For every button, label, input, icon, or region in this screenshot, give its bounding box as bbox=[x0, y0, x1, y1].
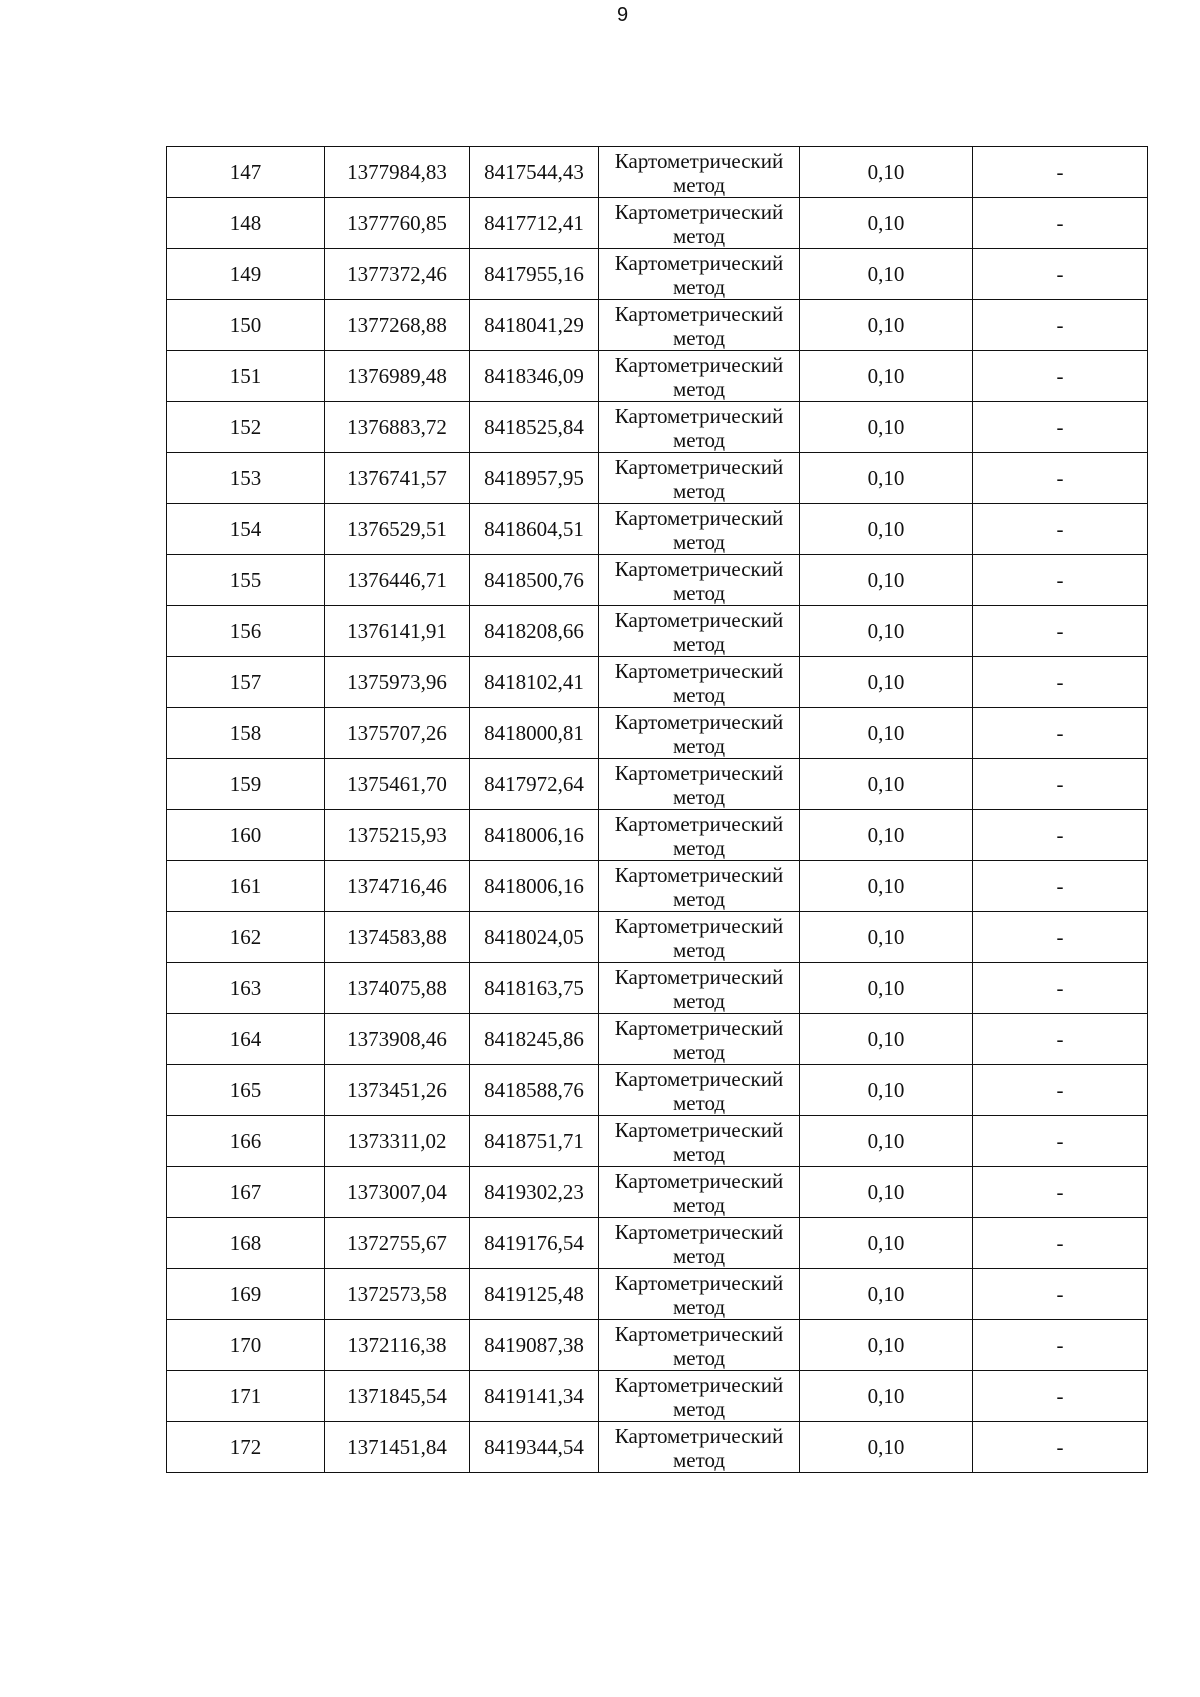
method-line-2: метод bbox=[672, 734, 726, 758]
note-cell: - bbox=[973, 657, 1148, 708]
x-coordinate-cell: 1374583,88 bbox=[325, 912, 470, 963]
accuracy-cell: 0,10 bbox=[800, 402, 973, 453]
method-cell bbox=[599, 453, 800, 504]
accuracy-cell: 0,10 bbox=[800, 1320, 973, 1371]
point-number-cell: 156 bbox=[167, 606, 325, 657]
method-line-1: Картометрический bbox=[614, 965, 784, 989]
method-line-2: метод bbox=[672, 581, 726, 605]
method-line-1: Картометрический bbox=[614, 1322, 784, 1346]
method-cell bbox=[599, 963, 800, 1014]
method-line-2: метод bbox=[672, 938, 726, 962]
table-row bbox=[167, 198, 1148, 249]
accuracy-cell: 0,10 bbox=[800, 810, 973, 861]
y-coordinate-cell: 8418346,09 bbox=[470, 351, 599, 402]
point-number-cell: 170 bbox=[167, 1320, 325, 1371]
method-line-2: метод bbox=[672, 377, 726, 401]
method-line-2: метод bbox=[672, 224, 726, 248]
x-coordinate-cell: 1372755,67 bbox=[325, 1218, 470, 1269]
accuracy-cell: 0,10 bbox=[800, 453, 973, 504]
method-line-2: метод bbox=[672, 326, 726, 350]
method-line-1: Картометрический bbox=[614, 1016, 784, 1040]
method-cell bbox=[599, 912, 800, 963]
method-line-1: Картометрический bbox=[614, 302, 784, 326]
x-coordinate-cell: 1377984,83 bbox=[325, 147, 470, 198]
accuracy-cell: 0,10 bbox=[800, 963, 973, 1014]
accuracy-cell: 0,10 bbox=[800, 555, 973, 606]
accuracy-cell: 0,10 bbox=[800, 861, 973, 912]
method-line-1: Картометрический bbox=[614, 251, 784, 275]
point-number-cell: 160 bbox=[167, 810, 325, 861]
x-coordinate-cell: 1377760,85 bbox=[325, 198, 470, 249]
method-line-1: Картометрический bbox=[614, 1118, 784, 1142]
accuracy-cell: 0,10 bbox=[800, 351, 973, 402]
table-row bbox=[167, 555, 1148, 606]
table-row bbox=[167, 300, 1148, 351]
method-cell bbox=[599, 1218, 800, 1269]
method-cell bbox=[599, 300, 800, 351]
x-coordinate-cell: 1372116,38 bbox=[325, 1320, 470, 1371]
method-line-2: метод bbox=[672, 836, 726, 860]
method-cell bbox=[599, 504, 800, 555]
table-row bbox=[167, 861, 1148, 912]
method-line-2: метод bbox=[672, 632, 726, 656]
note-cell: - bbox=[973, 1218, 1148, 1269]
point-number-cell: 154 bbox=[167, 504, 325, 555]
note-cell: - bbox=[973, 300, 1148, 351]
page-number: 9 bbox=[616, 4, 629, 26]
x-coordinate-cell: 1375973,96 bbox=[325, 657, 470, 708]
table-row bbox=[167, 1269, 1148, 1320]
x-coordinate-cell: 1375215,93 bbox=[325, 810, 470, 861]
table-row bbox=[167, 912, 1148, 963]
point-number-cell: 152 bbox=[167, 402, 325, 453]
y-coordinate-cell: 8418957,95 bbox=[470, 453, 599, 504]
method-line-1: Картометрический bbox=[614, 659, 784, 683]
x-coordinate-cell: 1371845,54 bbox=[325, 1371, 470, 1422]
note-cell: - bbox=[973, 1371, 1148, 1422]
method-cell bbox=[599, 555, 800, 606]
method-line-2: метод bbox=[672, 989, 726, 1013]
method-line-1: Картометрический bbox=[614, 404, 784, 428]
method-line-1: Картометрический bbox=[614, 761, 784, 785]
accuracy-cell: 0,10 bbox=[800, 1167, 973, 1218]
table-row bbox=[167, 1218, 1148, 1269]
method-line-2: метод bbox=[672, 1295, 726, 1319]
table-row bbox=[167, 351, 1148, 402]
x-coordinate-cell: 1375707,26 bbox=[325, 708, 470, 759]
table-row bbox=[167, 810, 1148, 861]
point-number-cell: 158 bbox=[167, 708, 325, 759]
accuracy-cell: 0,10 bbox=[800, 1065, 973, 1116]
method-line-2: метод bbox=[672, 1142, 726, 1166]
y-coordinate-cell: 8418604,51 bbox=[470, 504, 599, 555]
method-line-1: Картометрический bbox=[614, 1169, 784, 1193]
point-number-cell: 171 bbox=[167, 1371, 325, 1422]
point-number-cell: 155 bbox=[167, 555, 325, 606]
table-row bbox=[167, 1371, 1148, 1422]
method-line-1: Картометрический bbox=[614, 149, 784, 173]
method-cell bbox=[599, 1116, 800, 1167]
note-cell: - bbox=[973, 249, 1148, 300]
point-number-cell: 167 bbox=[167, 1167, 325, 1218]
x-coordinate-cell: 1372573,58 bbox=[325, 1269, 470, 1320]
coordinates-table bbox=[166, 146, 1148, 1473]
method-line-2: метод bbox=[672, 173, 726, 197]
point-number-cell: 172 bbox=[167, 1422, 325, 1473]
method-cell bbox=[599, 1269, 800, 1320]
note-cell: - bbox=[973, 1065, 1148, 1116]
accuracy-cell: 0,10 bbox=[800, 1422, 973, 1473]
y-coordinate-cell: 8418751,71 bbox=[470, 1116, 599, 1167]
point-number-cell: 159 bbox=[167, 759, 325, 810]
method-line-1: Картометрический bbox=[614, 608, 784, 632]
y-coordinate-cell: 8418245,86 bbox=[470, 1014, 599, 1065]
note-cell: - bbox=[973, 606, 1148, 657]
y-coordinate-cell: 8419344,54 bbox=[470, 1422, 599, 1473]
method-line-2: метод bbox=[672, 1448, 726, 1472]
x-coordinate-cell: 1373311,02 bbox=[325, 1116, 470, 1167]
method-line-1: Картометрический bbox=[614, 353, 784, 377]
point-number-cell: 164 bbox=[167, 1014, 325, 1065]
note-cell: - bbox=[973, 1269, 1148, 1320]
x-coordinate-cell: 1375461,70 bbox=[325, 759, 470, 810]
method-cell bbox=[599, 402, 800, 453]
point-number-cell: 147 bbox=[167, 147, 325, 198]
method-line-2: метод bbox=[672, 1193, 726, 1217]
x-coordinate-cell: 1374075,88 bbox=[325, 963, 470, 1014]
point-number-cell: 157 bbox=[167, 657, 325, 708]
method-line-2: метод bbox=[672, 1040, 726, 1064]
table-row bbox=[167, 1014, 1148, 1065]
table-row bbox=[167, 606, 1148, 657]
method-line-1: Картометрический bbox=[614, 506, 784, 530]
point-number-cell: 153 bbox=[167, 453, 325, 504]
table-row bbox=[167, 1320, 1148, 1371]
accuracy-cell: 0,10 bbox=[800, 708, 973, 759]
note-cell: - bbox=[973, 198, 1148, 249]
y-coordinate-cell: 8418208,66 bbox=[470, 606, 599, 657]
y-coordinate-cell: 8419087,38 bbox=[470, 1320, 599, 1371]
y-coordinate-cell: 8418525,84 bbox=[470, 402, 599, 453]
y-coordinate-cell: 8418588,76 bbox=[470, 1065, 599, 1116]
method-cell bbox=[599, 1371, 800, 1422]
method-line-1: Картометрический bbox=[614, 455, 784, 479]
note-cell: - bbox=[973, 810, 1148, 861]
method-line-2: метод bbox=[672, 1397, 726, 1421]
method-cell bbox=[599, 147, 800, 198]
table-row bbox=[167, 453, 1148, 504]
x-coordinate-cell: 1376883,72 bbox=[325, 402, 470, 453]
note-cell: - bbox=[973, 912, 1148, 963]
method-line-1: Картометрический bbox=[614, 812, 784, 836]
accuracy-cell: 0,10 bbox=[800, 912, 973, 963]
method-line-1: Картометрический bbox=[614, 200, 784, 224]
accuracy-cell: 0,10 bbox=[800, 759, 973, 810]
accuracy-cell: 0,10 bbox=[800, 1269, 973, 1320]
table-row bbox=[167, 1065, 1148, 1116]
method-line-1: Картометрический bbox=[614, 557, 784, 581]
point-number-cell: 148 bbox=[167, 198, 325, 249]
point-number-cell: 165 bbox=[167, 1065, 325, 1116]
method-cell bbox=[599, 1422, 800, 1473]
x-coordinate-cell: 1376141,91 bbox=[325, 606, 470, 657]
x-coordinate-cell: 1373451,26 bbox=[325, 1065, 470, 1116]
method-cell bbox=[599, 861, 800, 912]
method-cell bbox=[599, 810, 800, 861]
method-line-2: метод bbox=[672, 683, 726, 707]
y-coordinate-cell: 8419125,48 bbox=[470, 1269, 599, 1320]
point-number-cell: 166 bbox=[167, 1116, 325, 1167]
method-cell bbox=[599, 657, 800, 708]
method-line-1: Картометрический bbox=[614, 710, 784, 734]
x-coordinate-cell: 1376989,48 bbox=[325, 351, 470, 402]
y-coordinate-cell: 8418041,29 bbox=[470, 300, 599, 351]
y-coordinate-cell: 8417955,16 bbox=[470, 249, 599, 300]
method-cell bbox=[599, 1320, 800, 1371]
y-coordinate-cell: 8418006,16 bbox=[470, 861, 599, 912]
x-coordinate-cell: 1377372,46 bbox=[325, 249, 470, 300]
point-number-cell: 149 bbox=[167, 249, 325, 300]
note-cell: - bbox=[973, 963, 1148, 1014]
note-cell: - bbox=[973, 1116, 1148, 1167]
note-cell: - bbox=[973, 555, 1148, 606]
note-cell: - bbox=[973, 1167, 1148, 1218]
point-number-cell: 161 bbox=[167, 861, 325, 912]
y-coordinate-cell: 8419141,34 bbox=[470, 1371, 599, 1422]
method-cell bbox=[599, 249, 800, 300]
note-cell: - bbox=[973, 861, 1148, 912]
point-number-cell: 150 bbox=[167, 300, 325, 351]
table-row bbox=[167, 147, 1148, 198]
table-row bbox=[167, 1116, 1148, 1167]
table-row bbox=[167, 1167, 1148, 1218]
note-cell: - bbox=[973, 402, 1148, 453]
table-row bbox=[167, 504, 1148, 555]
x-coordinate-cell: 1376741,57 bbox=[325, 453, 470, 504]
note-cell: - bbox=[973, 504, 1148, 555]
y-coordinate-cell: 8417712,41 bbox=[470, 198, 599, 249]
method-line-2: метод bbox=[672, 530, 726, 554]
method-line-1: Картометрический bbox=[614, 1067, 784, 1091]
accuracy-cell: 0,10 bbox=[800, 1371, 973, 1422]
y-coordinate-cell: 8418163,75 bbox=[470, 963, 599, 1014]
table-row bbox=[167, 402, 1148, 453]
point-number-cell: 163 bbox=[167, 963, 325, 1014]
table-row bbox=[167, 963, 1148, 1014]
point-number-cell: 168 bbox=[167, 1218, 325, 1269]
x-coordinate-cell: 1374716,46 bbox=[325, 861, 470, 912]
point-number-cell: 162 bbox=[167, 912, 325, 963]
method-line-1: Картометрический bbox=[614, 1271, 784, 1295]
x-coordinate-cell: 1373908,46 bbox=[325, 1014, 470, 1065]
table-row bbox=[167, 759, 1148, 810]
method-cell bbox=[599, 1014, 800, 1065]
table-row bbox=[167, 708, 1148, 759]
table-row bbox=[167, 249, 1148, 300]
method-line-2: метод bbox=[672, 1091, 726, 1115]
method-line-1: Картометрический bbox=[614, 1220, 784, 1244]
x-coordinate-cell: 1371451,84 bbox=[325, 1422, 470, 1473]
method-line-2: метод bbox=[672, 1346, 726, 1370]
note-cell: - bbox=[973, 1320, 1148, 1371]
y-coordinate-cell: 8418102,41 bbox=[470, 657, 599, 708]
y-coordinate-cell: 8417544,43 bbox=[470, 147, 599, 198]
note-cell: - bbox=[973, 351, 1148, 402]
table-row bbox=[167, 657, 1148, 708]
accuracy-cell: 0,10 bbox=[800, 1218, 973, 1269]
note-cell: - bbox=[973, 708, 1148, 759]
y-coordinate-cell: 8417972,64 bbox=[470, 759, 599, 810]
x-coordinate-cell: 1377268,88 bbox=[325, 300, 470, 351]
note-cell: - bbox=[973, 1422, 1148, 1473]
method-line-1: Картометрический bbox=[614, 914, 784, 938]
accuracy-cell: 0,10 bbox=[800, 147, 973, 198]
y-coordinate-cell: 8419176,54 bbox=[470, 1218, 599, 1269]
point-number-cell: 151 bbox=[167, 351, 325, 402]
accuracy-cell: 0,10 bbox=[800, 657, 973, 708]
accuracy-cell: 0,10 bbox=[800, 300, 973, 351]
note-cell: - bbox=[973, 147, 1148, 198]
coordinates-table-body bbox=[167, 147, 1148, 1473]
method-line-2: метод bbox=[672, 1244, 726, 1268]
accuracy-cell: 0,10 bbox=[800, 249, 973, 300]
y-coordinate-cell: 8418006,16 bbox=[470, 810, 599, 861]
method-line-1: Картометрический bbox=[614, 1424, 784, 1448]
y-coordinate-cell: 8418500,76 bbox=[470, 555, 599, 606]
x-coordinate-cell: 1376529,51 bbox=[325, 504, 470, 555]
note-cell: - bbox=[973, 759, 1148, 810]
method-cell bbox=[599, 1167, 800, 1218]
note-cell: - bbox=[973, 453, 1148, 504]
accuracy-cell: 0,10 bbox=[800, 606, 973, 657]
method-line-2: метод bbox=[672, 887, 726, 911]
method-cell bbox=[599, 1065, 800, 1116]
note-cell: - bbox=[973, 1014, 1148, 1065]
method-line-2: метод bbox=[672, 275, 726, 299]
y-coordinate-cell: 8419302,23 bbox=[470, 1167, 599, 1218]
method-cell bbox=[599, 759, 800, 810]
method-cell bbox=[599, 606, 800, 657]
method-line-2: метод bbox=[672, 428, 726, 452]
method-line-1: Картометрический bbox=[614, 1373, 784, 1397]
method-line-1: Картометрический bbox=[614, 863, 784, 887]
x-coordinate-cell: 1373007,04 bbox=[325, 1167, 470, 1218]
method-cell bbox=[599, 198, 800, 249]
point-number-cell: 169 bbox=[167, 1269, 325, 1320]
accuracy-cell: 0,10 bbox=[800, 1014, 973, 1065]
method-cell bbox=[599, 351, 800, 402]
y-coordinate-cell: 8418024,05 bbox=[470, 912, 599, 963]
method-line-2: метод bbox=[672, 479, 726, 503]
method-cell bbox=[599, 708, 800, 759]
y-coordinate-cell: 8418000,81 bbox=[470, 708, 599, 759]
accuracy-cell: 0,10 bbox=[800, 504, 973, 555]
method-line-2: метод bbox=[672, 785, 726, 809]
table-row bbox=[167, 1422, 1148, 1473]
x-coordinate-cell: 1376446,71 bbox=[325, 555, 470, 606]
accuracy-cell: 0,10 bbox=[800, 1116, 973, 1167]
accuracy-cell: 0,10 bbox=[800, 198, 973, 249]
